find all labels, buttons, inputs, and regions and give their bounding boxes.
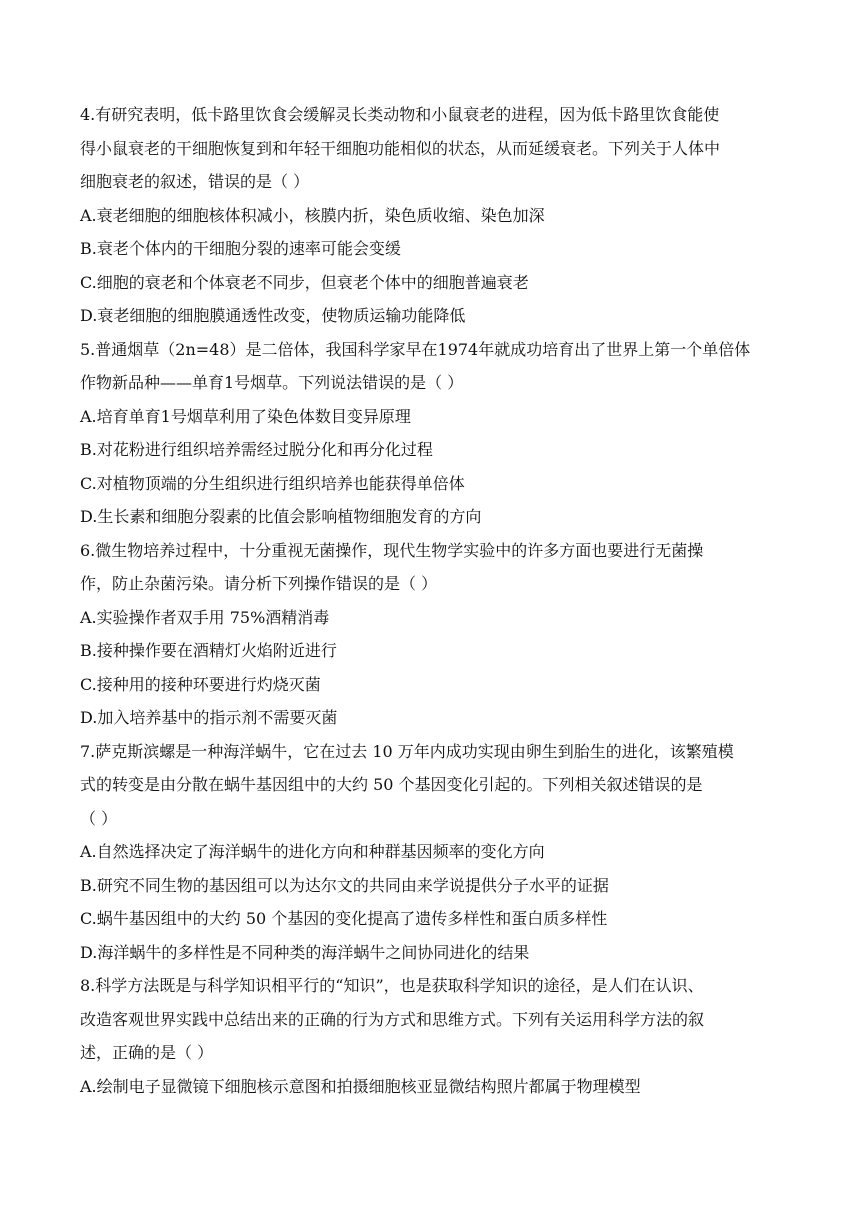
option-b: B.接种操作要在酒精灯火焰附近进行 (80, 641, 337, 660)
question-5 (80, 333, 800, 534)
option-a: A.培育单育1号烟草利用了染色体数目变异原理 (80, 406, 411, 426)
option-a: A.自然选择决定了海洋蜗牛的进化方向和种群基因频率的变化方向 (80, 842, 545, 861)
question-stem-line: 8.科学方法既是与科学知识相平行的“知识”，也是获取科学知识的途径，是人们在认识、 (80, 976, 704, 995)
option-a: A.绘制电子显微镜下细胞核示意图和拍摄细胞核亚显微结构照片都属于物理模型 (80, 1076, 641, 1096)
question-stem-line: 述，正确的是（ ） (80, 1043, 214, 1062)
question-stem-line: 4.有研究表明，低卡路里饮食会缓解灵长类动物和小鼠衰老的进程，因为低卡路里饮食能使 (80, 105, 720, 124)
question-6 (80, 534, 800, 735)
option-d: D.生长素和细胞分裂素的比值会影响植物细胞发育的方向 (80, 507, 482, 526)
option-d: D.加入培养基中的指示剂不需要灭菌 (80, 708, 338, 727)
question-7 (80, 735, 800, 970)
question-stem-line: 作，防止杂菌污染。请分析下列操作错误的是（ ） (80, 574, 438, 593)
question-stem-line: （ ） (80, 808, 118, 828)
question-stem-line: 作物新品种——单育1号烟草。下列说法错误的是（ ） (80, 373, 464, 392)
question-stem-line: 式的转变是由分散在蜗牛基因组中的大约 50 个基因变化引起的。下列相关叙述错误的是 (80, 775, 703, 794)
option-c: C.接种用的接种环要进行灼烧灭菌 (80, 674, 321, 694)
question-stem-line: 得小鼠衰老的干细胞恢复到和年轻干细胞功能相似的状态，从而延缓衰老。下列关于人体中 (80, 138, 721, 158)
question-4 (80, 98, 800, 333)
option-d: D.衰老细胞的细胞膜通透性改变，使物质运输功能降低 (80, 306, 466, 325)
question-8 (80, 969, 800, 1103)
question-stem-line: 5.普通烟草（2n=48）是二倍体，我国科学家早在1974年就成功培育出了世界上第一个单倍体 (80, 339, 751, 359)
option-a: A.实验操作者双手用 75%酒精消毒 (80, 607, 330, 627)
option-b: B.研究不同生物的基因组可以为达尔文的共同由来学说提供分子水平的证据 (80, 875, 609, 895)
option-c: C.细胞的衰老和个体衰老不同步，但衰老个体中的细胞普遍衰老 (80, 272, 529, 292)
option-b: B.对花粉进行组织培养需经过脱分化和再分化过程 (80, 440, 433, 459)
exam-page (80, 98, 800, 1103)
question-stem-line: 7.萨克斯滨螺是一种海洋蜗牛，它在过去 10 万年内成功实现由卵生到胎生的进化，该繁殖模 (80, 741, 734, 761)
option-d: D.海洋蜗牛的多样性是不同种类的海洋蜗牛之间协同进化的结果 (80, 942, 530, 962)
question-stem-line: 细胞衰老的叙述，错误的是（ ） (80, 172, 310, 191)
option-c: C.蜗牛基因组中的大约 50 个基因的变化提高了遗传多样性和蛋白质多样性 (80, 909, 608, 928)
option-c: C.对植物顶端的分生组织进行组织培养也能获得单倍体 (80, 473, 465, 493)
question-stem-line: 6.微生物培养过程中，十分重视无菌操作，现代生物学实验中的许多方面也要进行无菌操 (80, 540, 704, 560)
option-a: A.衰老细胞的细胞核体积减小，核膜内折，染色质收缩、染色加深 (80, 205, 545, 225)
option-b: B.衰老个体内的干细胞分裂的速率可能会变缓 (80, 239, 401, 258)
question-stem-line: 改造客观世界实践中总结出来的正确的行为方式和思维方式。下列有关运用科学方法的叙 (80, 1009, 705, 1029)
